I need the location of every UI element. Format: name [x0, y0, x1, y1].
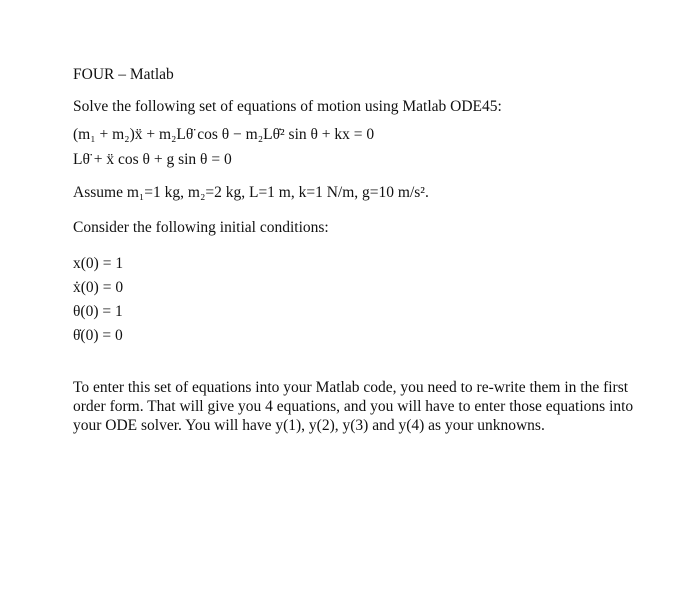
problem-heading: FOUR – Matlab [73, 66, 174, 83]
initial-condition-thetadot: θ̇(0) = 0 [73, 327, 123, 344]
initial-condition-theta: θ(0) = 1 [73, 303, 123, 320]
initial-condition-xdot: ẋ(0) = 0 [73, 279, 124, 296]
initial-conditions-intro: Consider the following initial conditions: [73, 219, 329, 236]
initial-condition-x: x(0) = 1 [73, 255, 124, 272]
closing-paragraph: To enter this set of equations into your Matlab code, you need to re-write them in the first order form. That will give you 4 equations, and you will have to enter those equations into your ODE solver. You will have y(1), y(2), y(3) and y(4) as your unknowns. [73, 379, 634, 434]
assumption-text: Assume m₁=1 kg, m₂=2 kg, L=1 m, k=1 N/m, g=10 m/s². [73, 184, 429, 201]
problem-intro: Solve the following set of equations of motion using Matlab ODE45: [73, 98, 502, 115]
equation-1: (m₁ + m₂)ẍ + m₂Lθ̈ cos θ − m₂Lθ̇² sin θ + kx = 0 [73, 126, 375, 143]
equation-2: Lθ̈ + ẍ cos θ + g sin θ = 0 [73, 151, 232, 168]
